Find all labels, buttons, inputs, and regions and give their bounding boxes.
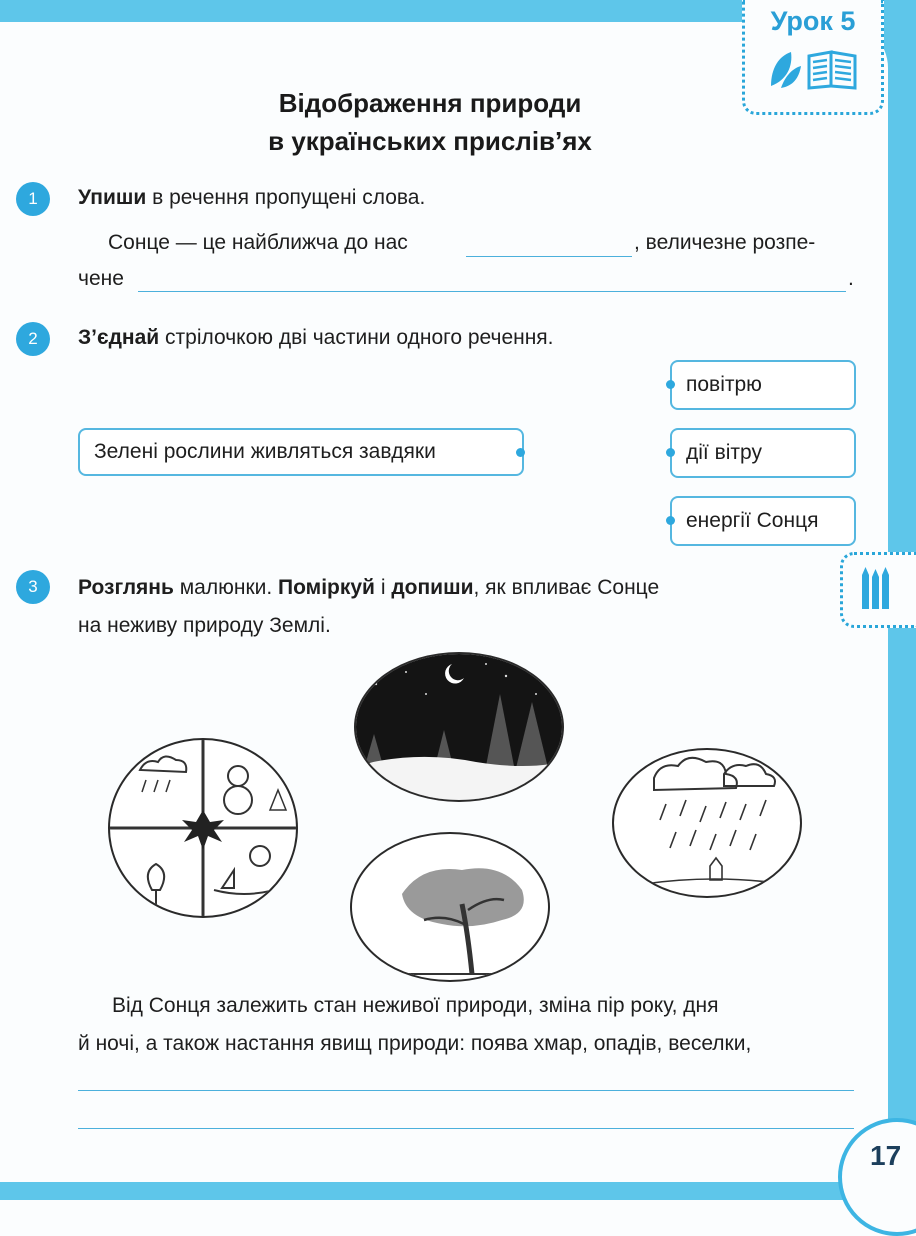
task-3-answer-line-2[interactable] [78, 1128, 854, 1129]
task-3-verb-1: Розглянь [78, 576, 174, 599]
task-3-paragraph-line-1: Від Сонця залежить стан неживої природи, зміна пір року, дня [112, 994, 719, 1017]
task-2-verb: З’єднай [78, 326, 160, 349]
task-1-sentence-part1: Сонце — це найближча до нас [108, 231, 408, 254]
task-1-sentence-end: . [848, 267, 854, 290]
task-2-option-2: дії вітру [686, 441, 762, 464]
task-1-sentence-part3: чене [78, 267, 124, 290]
task-1-instruction [78, 186, 425, 210]
task-1-number: 1 [16, 182, 50, 216]
task-3-verb-3: допиши [391, 576, 474, 599]
task-3-paragraph-line-2: й ночі, а також настання явищ природи: поява хмар, опадів, веселки, [78, 1032, 752, 1055]
task-3-answer-line-1[interactable] [78, 1090, 854, 1091]
lesson-label: Урок 5 [770, 6, 856, 36]
task-1-blank-2[interactable] [138, 291, 846, 292]
page-number: 17 [870, 1140, 902, 1171]
task-2-left-phrase: Зелені рослини живляться завдяки [94, 440, 436, 463]
rain-icon [612, 748, 802, 898]
lesson-tab [742, 0, 884, 115]
windy-tree-icon [350, 832, 550, 982]
task-2-instruction-rest: стрілочкою дві частини одного речення. [159, 326, 554, 349]
task-1-instruction-rest: в речення пропущені слова. [146, 186, 426, 209]
task-2-option-3-box[interactable] [670, 496, 856, 546]
task-3-number: 3 [16, 570, 50, 604]
page-title [220, 84, 640, 160]
leaf-book-icon [767, 46, 859, 94]
task-2-left-connector-dot[interactable] [516, 448, 525, 457]
title-line-1: Відображення природи [278, 88, 582, 118]
task-2-option-3-dot[interactable] [666, 516, 675, 525]
task-2-option-3: енергії Сонця [686, 509, 819, 532]
task-2-option-1-box[interactable] [670, 360, 856, 410]
task-2-instruction [78, 326, 554, 350]
side-tab [840, 552, 916, 628]
task-1-verb: Упиши [78, 186, 147, 209]
task-1-blank-1[interactable] [466, 256, 632, 257]
task-3-text-3: , як впливає Сонце [473, 576, 660, 599]
task-3-text-2: і [374, 576, 392, 599]
task-1-sentence-part2: , величезне розпе- [634, 231, 816, 254]
task-3-verb-2: Поміркуй [278, 576, 375, 599]
task-2-option-1: повітрю [686, 373, 762, 396]
night-forest-icon [354, 652, 564, 802]
title-line-2: в українських прислів’ях [268, 126, 592, 156]
task-3-text-1: малюнки. [173, 576, 279, 599]
pencils-icon [859, 567, 891, 615]
task-3-instruction-line-2: на неживу природу Землі. [78, 614, 331, 637]
task-2-option-2-dot[interactable] [666, 448, 675, 457]
task-3-instruction [78, 576, 659, 600]
task-2-option-1-dot[interactable] [666, 380, 675, 389]
task-2-left-phrase-box[interactable] [78, 428, 524, 476]
task-2-option-2-box[interactable] [670, 428, 856, 478]
task-2-number: 2 [16, 322, 50, 356]
seasons-icon [108, 738, 298, 918]
